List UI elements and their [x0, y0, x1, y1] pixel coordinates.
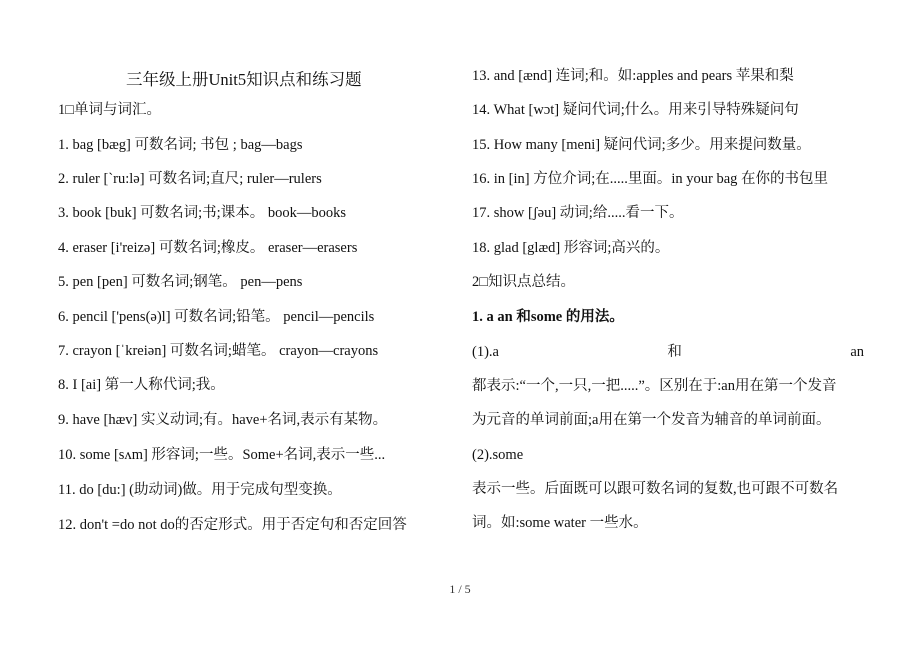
vocab-item: 5. pen [pen] 可数名词;钢笔。 pen—pens	[58, 274, 303, 290]
row-part-and: 和	[667, 344, 682, 360]
paragraph-line: 为元音的单词前面;a用在第一个发音为辅音的单词前面。	[472, 412, 831, 428]
vocab-item: 1. bag [bæg] 可数名词; 书包 ; bag—bags	[58, 137, 303, 153]
justified-row	[472, 342, 864, 362]
vocab-item: 4. eraser [i'reizə] 可数名词;橡皮。 eraser—erasers	[58, 240, 358, 256]
row-part-an: an	[850, 344, 864, 360]
paragraph-line: 表示一些。后面既可以跟可数名词的复数,也可跟不可数名	[472, 481, 839, 497]
vocab-item: 10. some [sʌm] 形容词;一些。Some+名词,表示一些...	[58, 447, 386, 463]
vocab-item: 18. glad [glæd] 形容词;高兴的。	[472, 240, 670, 256]
vocab-item: 11. do [du:] (助动词)做。用于完成句型变换。	[58, 482, 342, 498]
paragraph-line: 都表示:“一个,一只,一把.....”。区别在于:an用在第一个发音	[472, 378, 837, 394]
vocab-item: 3. book [buk] 可数名词;书;课本。 book—books	[58, 205, 346, 221]
page-number: 1 / 5	[449, 582, 471, 596]
section-heading-vocab: 1□单词与词汇。	[58, 102, 162, 118]
subsection-heading: 1. a an 和some 的用法。	[472, 309, 624, 325]
paragraph-line: (2).some	[472, 447, 524, 463]
vocab-item: 6. pencil ['pens(ə)l] 可数名词;铅笔。 pencil—pencils	[58, 309, 375, 325]
vocab-item: 13. and [ænd] 连词;和。如:apples and pears 苹果和梨	[472, 68, 794, 84]
vocab-item: 15. How many [meni] 疑问代词;多少。用来提问数量。	[472, 137, 811, 153]
vocab-item: 9. have [hæv] 实义动词;有。have+名词,表示有某物。	[58, 412, 388, 428]
vocab-item: 8. I [ai] 第一人称代词;我。	[58, 377, 225, 393]
vocab-item: 16. in [in] 方位介词;在.....里面。in your bag 在你的书包里	[472, 171, 829, 187]
page-title: 三年级上册Unit5知识点和练习题	[126, 70, 362, 89]
vocab-item: 12. don't =do not do的否定形式。用于否定句和否定回答	[58, 517, 407, 533]
paragraph-line: 词。如:some water 一些水。	[472, 515, 648, 531]
vocab-item: 2. ruler [`ru:lə] 可数名词;直尺; ruler—rulers	[58, 171, 322, 187]
vocab-item: 7. crayon [ˈkreiən] 可数名词;蜡笔。 crayon—crayons	[58, 343, 379, 359]
vocab-item: 14. What [wɔt] 疑问代词;什么。用来引导特殊疑问句	[472, 102, 799, 118]
vocab-item: 17. show [ʃəu] 动词;给.....看一下。	[472, 205, 684, 221]
row-part-a: (1).a	[472, 344, 499, 360]
section-heading-summary: 2□知识点总结。	[472, 274, 576, 290]
